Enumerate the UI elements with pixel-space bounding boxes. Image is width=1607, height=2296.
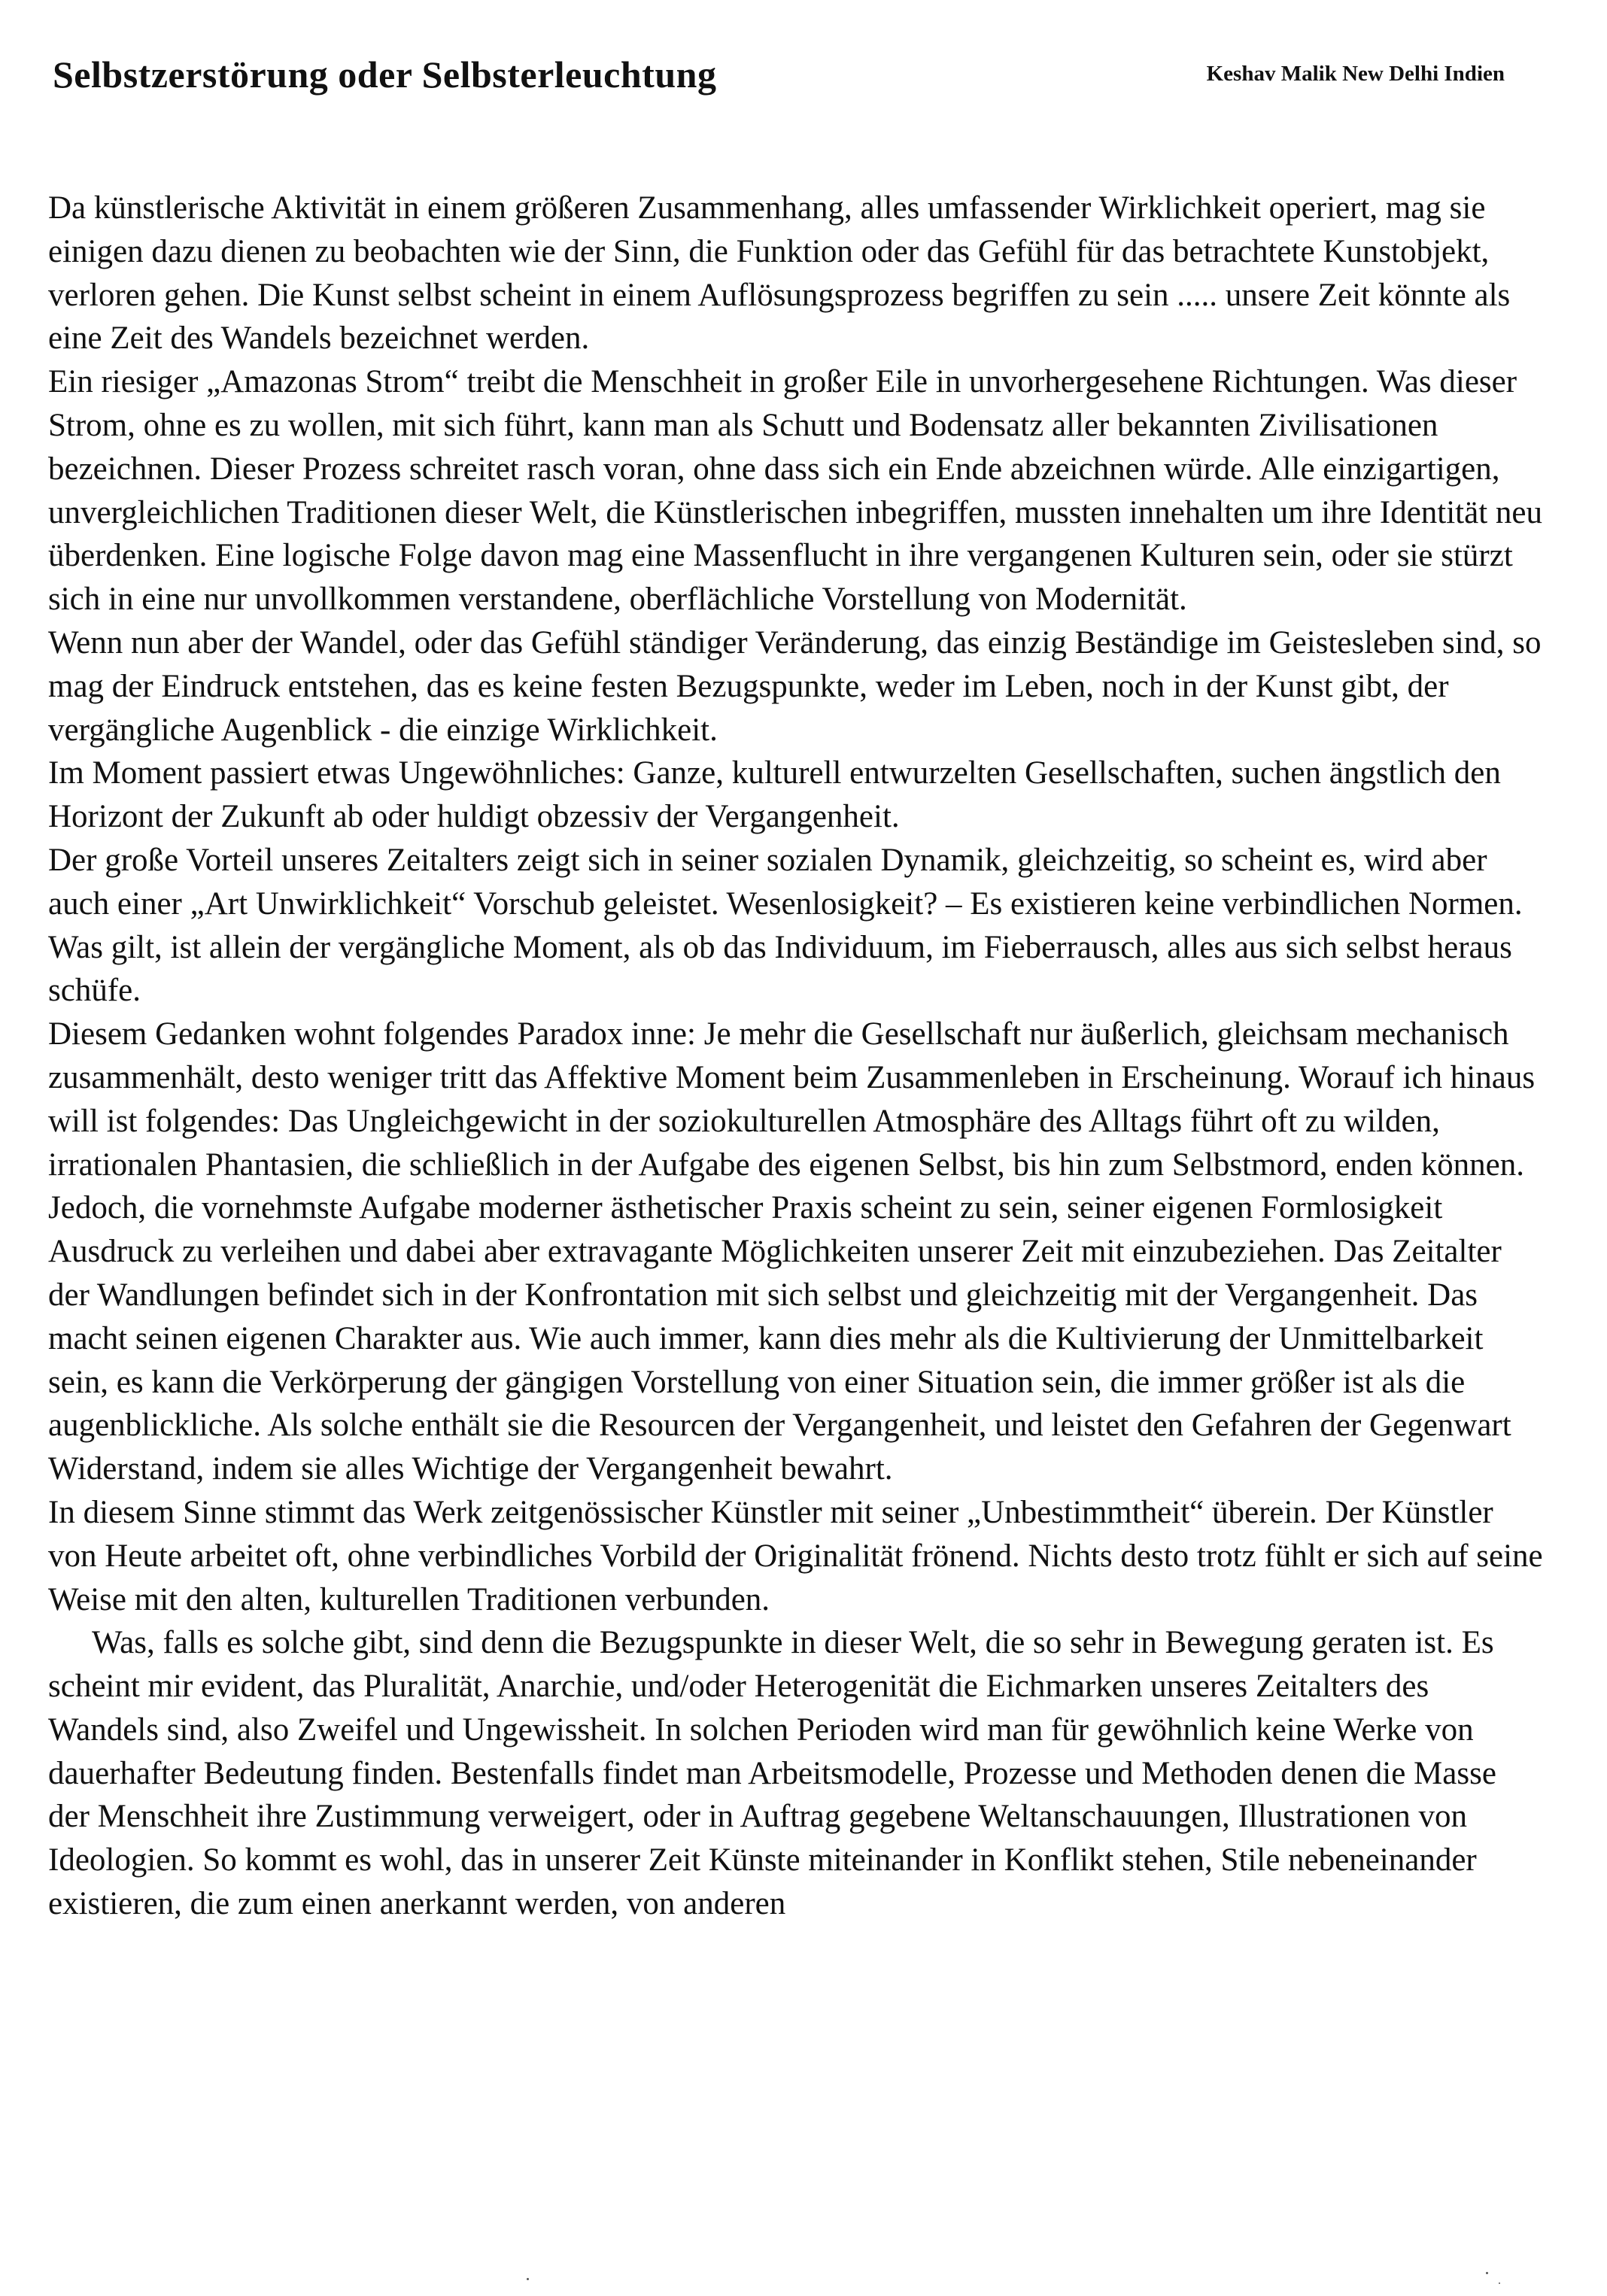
scan-speck: [1499, 2282, 1500, 2284]
paragraph: In diesem Sinne stimmt das Werk zeitgenössischer Künstler mit seiner „Unbestimmtheit“ überein. Der Künstler von Heute arbeitet oft, ohne verbindliches Vorbild der Originalität frönend. Nichts desto trotz fühlt er sich auf seine Weise mit den alten, kulturellen Traditionen verbunden.: [48, 1494, 1543, 1617]
paragraph: Ein riesiger „Amazonas Strom“ treibt die Menschheit in großer Eile in unvorhergesehene Richtungen. Was dieser Strom, ohne es zu wollen, mit sich führt, kann man als Schutt und Bodensatz aller bekannten Zivilisationen bezeichnen. Dieser Prozess schreitet rasch voran, ohne dass sich ein Ende abzeichnen würde. Alle einzigartigen, unvergleichlichen Traditionen dieser Welt, die Künstlerischen inbegriffen, mussten innehalten um ihre Identität neu überdenken. Eine logische Folge davon mag eine Massenflucht in ihre vergangenen Kulturen sein, oder sie stürzt sich in eine nur unvollkommen verstandene, oberflächliche Vorstellung von Modernität.: [48, 364, 1542, 618]
scan-speck: [1486, 2272, 1488, 2274]
scan-speck: [527, 2278, 529, 2280]
paragraph: Der große Vorteil unseres Zeitalters zeigt sich in seiner sozialen Dynamik, gleichzeitig, so scheint es, wird aber auch einer „Art Unwirklichkeit“ Vorschub geleistet. Wesenlosigkeit? – Es existieren keine verbindlichen Normen. Was gilt, ist allein der vergängliche Moment, als ob das Individuum, im Fieberrausch, alles aus sich selbst heraus schüfe.: [48, 842, 1523, 1009]
page-title: Selbstzerstörung oder Selbsterleuchtung: [53, 53, 717, 96]
paragraph: Diesem Gedanken wohnt folgendes Paradox inne: Je mehr die Gesellschaft nur äußerlich, gleichsam mechanisch zusammenhält, desto weniger tritt das Affektive Moment beim Zusammenleben in Erscheinung. Worauf ich hinaus will ist folgendes: Das Ungleichgewicht in der soziokulturellen Atmosphäre des Alltags führt oft zu wilden, irrationalen Phantasien, die schließlich in der Aufgabe des eigenen Selbst, bis hin zum Selbstmord, enden können.: [48, 1016, 1536, 1183]
paragraph: Wenn nun aber der Wandel, oder das Gefühl ständiger Veränderung, das einzig Beständige im Geistesleben sind, so mag der Eindruck entstehen, das es keine festen Bezugspunkte, weder im Leben, noch in der Kunst gibt, der vergängliche Augenblick - die einzige Wirklichkeit.: [48, 624, 1542, 748]
author-byline: Keshav Malik New Delhi Indien: [1206, 62, 1505, 86]
paragraph: Jedoch, die vornehmste Aufgabe moderner ästhetischer Praxis scheint zu sein, seiner eigenen Formlosigkeit Ausdruck zu verleihen und dabei aber extravagante Möglichkeiten unserer Zeit mit einzubeziehen. Das Zeitalter der Wandlungen befindet sich in der Konfrontation mit sich selbst und gleichzeitig mit der Vergangenheit. Das macht seinen eigenen Charakter aus. Wie auch immer, kann dies mehr als die Kultivierung der Unmittelbarkeit sein, es kann die Verkörperung der gängigen Vorstellung von einer Situation sein, die immer größer ist als die augenblickliche. Als solche enthält sie die Resourcen der Vergangenheit, und leistet den Gefahren der Gegenwart Widerstand, indem sie alles Wichtige der Vergangenheit bewahrt.: [48, 1190, 1511, 1487]
article-body: [48, 187, 1545, 1926]
page-header: [53, 45, 1505, 105]
paragraph: Im Moment passiert etwas Ungewöhnliches: Ganze, kulturell entwurzelten Gesellschaften, suchen ängstlich den Horizont der Zukunft ab oder huldigt obzessiv der Vergangenheit.: [48, 755, 1501, 835]
paragraph-indented: Was, falls es solche gibt, sind denn die Bezugspunkte in dieser Welt, die so sehr in Bewegung geraten ist. Es scheint mir evident, das Pluralität, Anarchie, und/oder Heterogenität die Eichmarken unseres Zeitalters des Wandels sind, also Zweifel und Ungewissheit. In solchen Perioden wird man für gewöhnlich keine Werke von dauerhafter Bedeutung finden. Bestenfalls findet man Arbeitsmodelle, Prozesse und Methoden denen die Masse der Menschheit ihre Zustimmung verweigert, oder in Auftrag gegebene Weltanschauungen, Illustrationen von Ideologien. So kommt es wohl, das in unserer Zeit Künste miteinander in Konflikt stehen, Stile nebeneinander existieren, die zum einen anerkannt werden, von anderen: [48, 1625, 1496, 1922]
paragraph: Da künstlerische Aktivität in einem größeren Zusammenhang, alles umfassender Wirklichkeit operiert, mag sie einigen dazu dienen zu beobachten wie der Sinn, die Funktion oder das Gefühl für das betrachtete Kunstobjekt, verloren gehen. Die Kunst selbst scheint in einem Auflösungsprozess begriffen zu sein ..... unsere Zeit könnte als eine Zeit des Wandels bezeichnet werden.: [48, 190, 1511, 357]
